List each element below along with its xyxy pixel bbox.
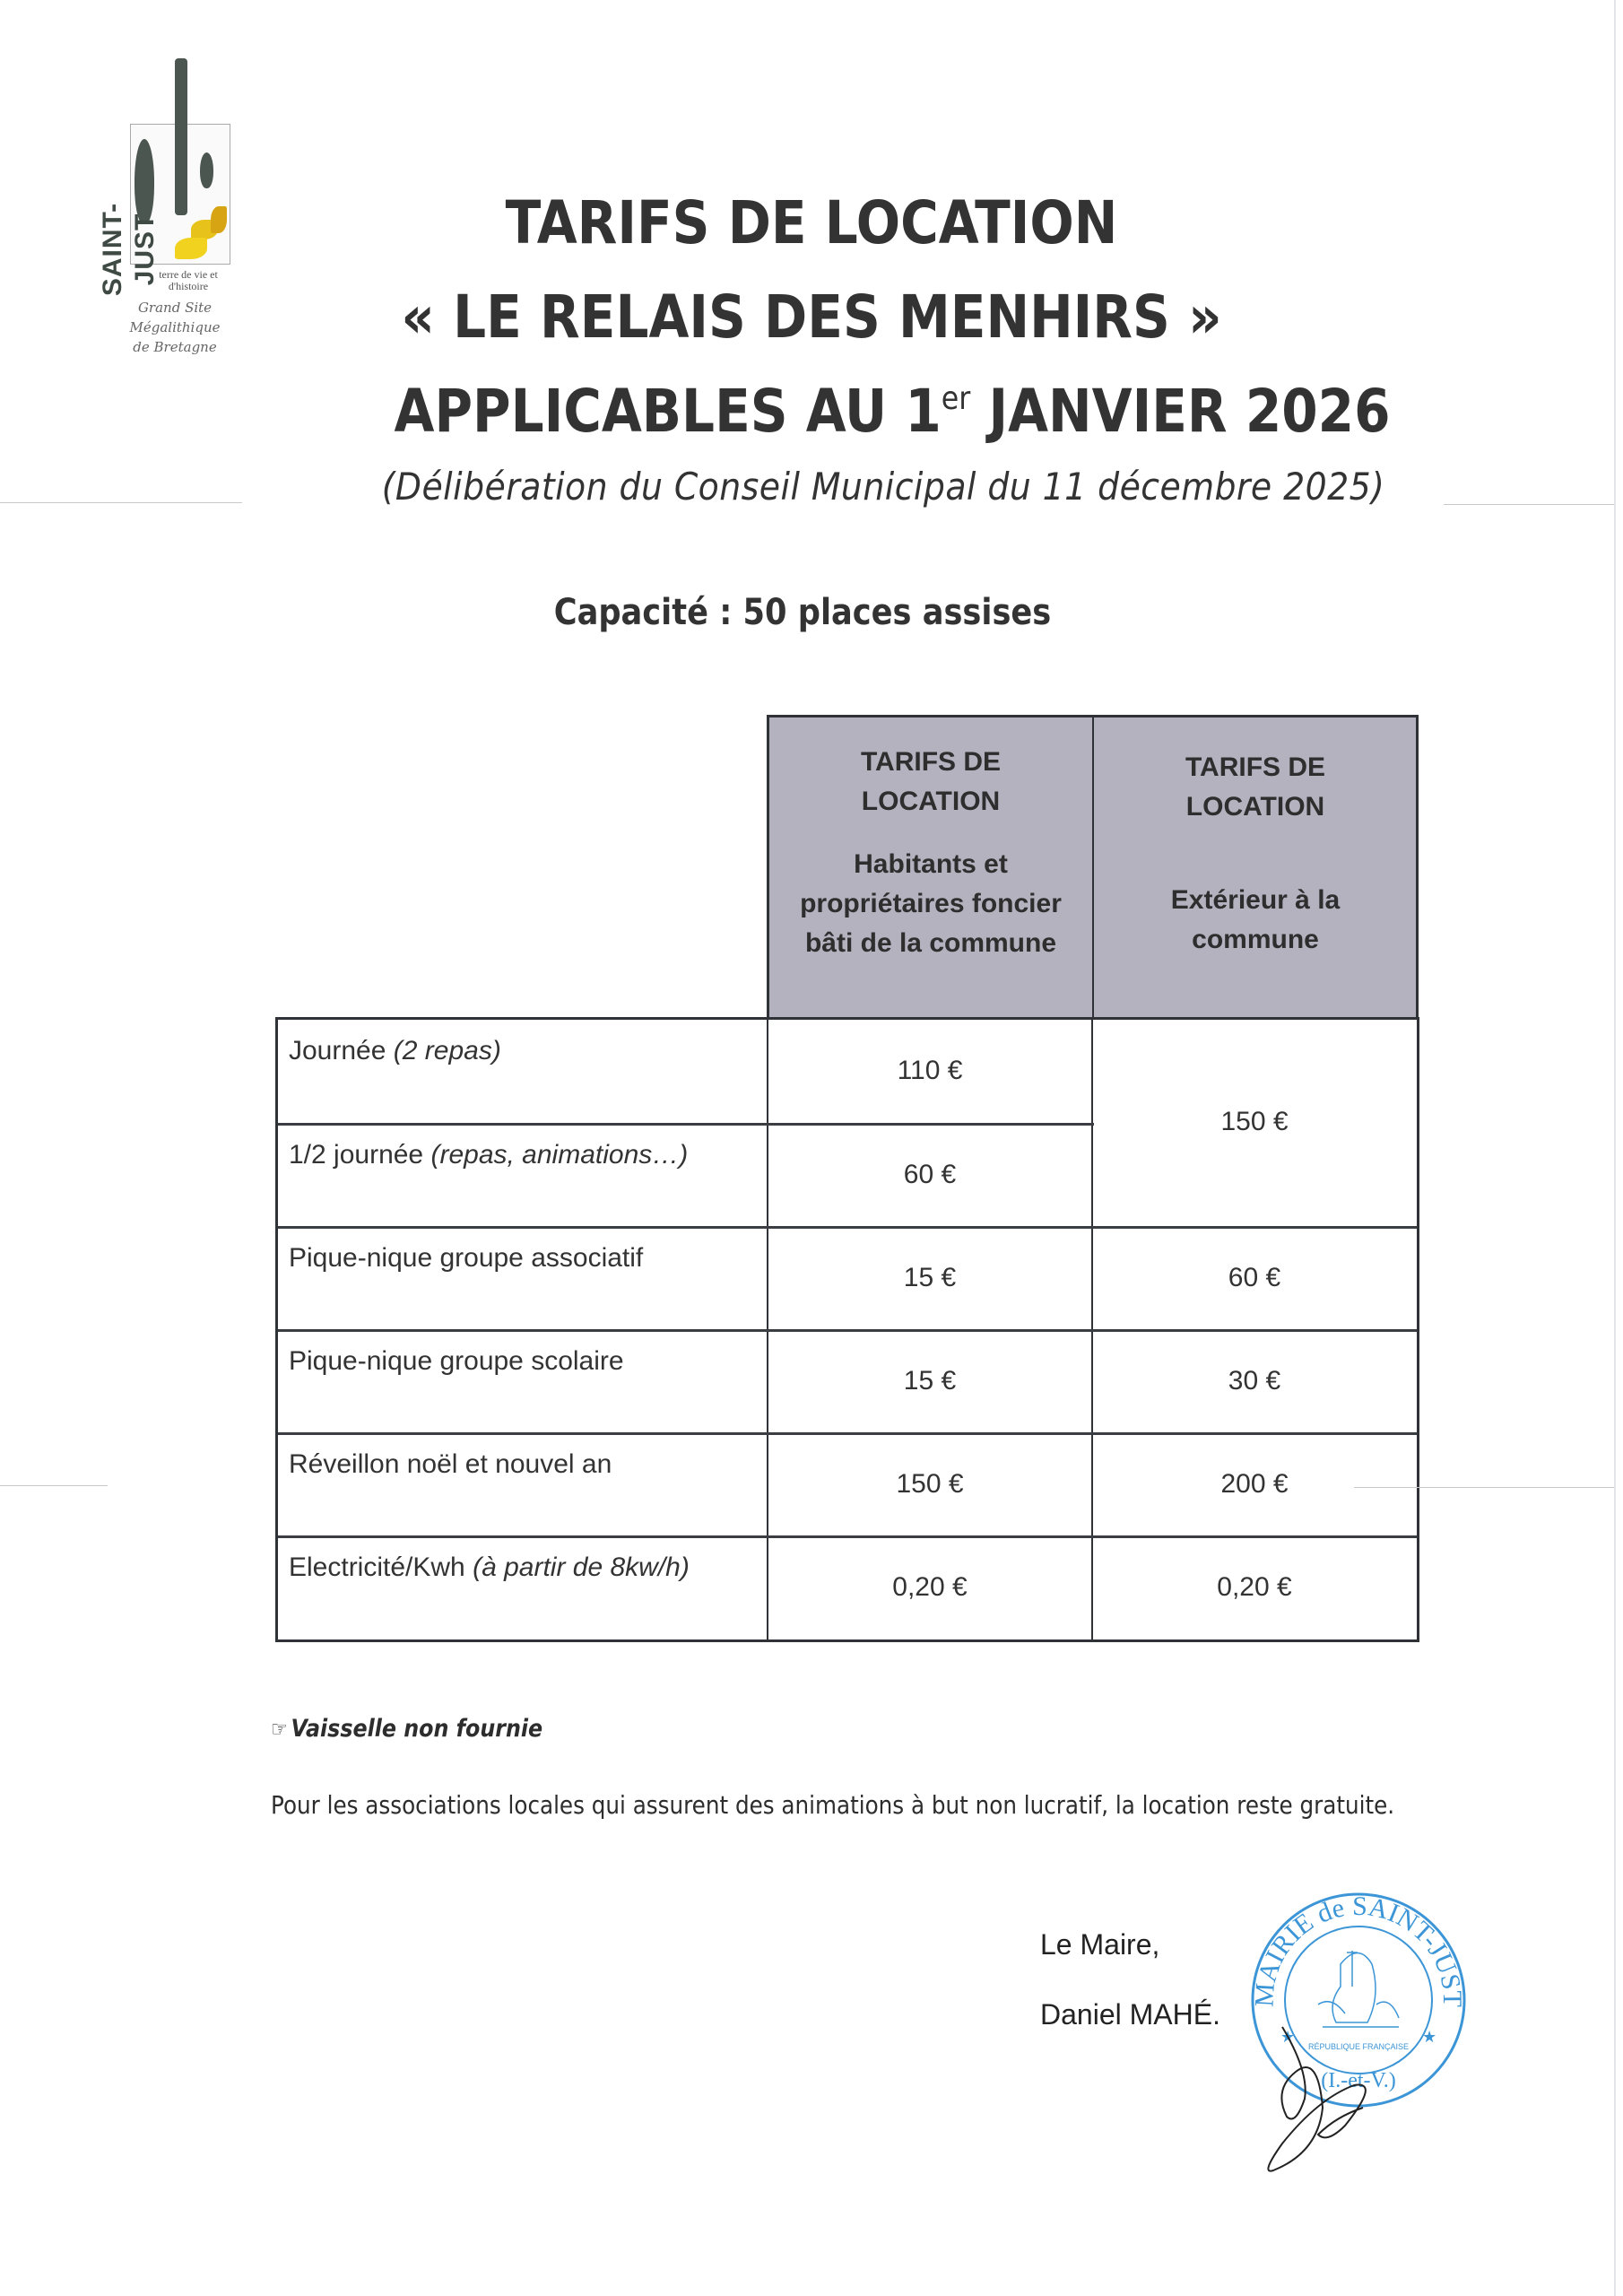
row-label: Réveillon noël et nouvel an <box>289 1449 612 1479</box>
logo-subtitle-line: de Bretagne <box>133 339 217 355</box>
row-label <box>289 1140 688 1170</box>
title-line3-date: JANVIER 2026 <box>970 377 1391 446</box>
page-edge <box>1614 0 1616 2296</box>
price-resident: 110 € <box>897 1056 963 1085</box>
page-title-line2: « LE RELAIS DES MENHIRS » <box>401 283 1222 352</box>
handwritten-signature <box>1255 2018 1399 2179</box>
logo-tagline: terre de vie et d'histoire <box>159 268 218 292</box>
price-resident: 0,20 € <box>892 1572 968 1602</box>
row-label-text: Electricité/Kwh <box>289 1552 465 1582</box>
table-row <box>278 1535 1417 1639</box>
dishes-note-text: Vaisselle non fournie <box>291 1715 543 1743</box>
column-header-subtitle: Extérieur à la commune <box>1170 885 1341 954</box>
deliberation-subtitle: (Délibération du Conseil Municipal du 11 décembre 2025) <box>381 465 1385 509</box>
logo-subtitle-line: Mégalithique <box>129 319 221 335</box>
row-label: Pique-nique groupe scolaire <box>289 1346 624 1376</box>
price-external: 60 € <box>1228 1263 1281 1292</box>
table-row <box>278 1329 1417 1432</box>
column-header-external <box>1094 718 1417 1017</box>
price-resident: 60 € <box>903 1160 957 1189</box>
row-label <box>289 1036 501 1066</box>
column-header-title: TARIFS DE LOCATION <box>860 747 1002 816</box>
row-label-text: 1/2 journée <box>289 1140 424 1170</box>
price-external-merged: 150 € <box>1220 1107 1289 1136</box>
table-body <box>275 1017 1419 1642</box>
title-line3-text: APPLICABLES AU 1 <box>394 377 942 446</box>
dishes-note <box>271 1715 542 1743</box>
hand-pointing-icon: ☞ <box>271 1717 288 1742</box>
row-label-note: (à partir de 8kw/h) <box>473 1552 690 1582</box>
stamp-republique-text: RÉPUBLIQUE FRANÇAISE <box>1307 2042 1410 2051</box>
table-row <box>278 1123 1094 1226</box>
stamp-star-icon: ★ <box>1280 2028 1296 2046</box>
row-label-note: (2 repas) <box>393 1036 501 1065</box>
row-label-note: (repas, animations…) <box>430 1140 689 1170</box>
title-line3-superscript: er <box>941 380 971 417</box>
stamp-marianne-figure <box>1318 1951 1399 2027</box>
scan-artifact-line <box>0 1485 108 1486</box>
table-row <box>278 1432 1417 1535</box>
page-title-line3 <box>178 377 1607 446</box>
logo-name: SAINT-JUST <box>98 202 160 297</box>
column-header-subtitle: Habitants et propriétaires foncier bâti de la commune <box>800 849 1062 958</box>
logo-subtitle-line: Grand Site <box>137 300 213 316</box>
price-resident: 15 € <box>903 1263 957 1292</box>
table-row <box>278 1020 1094 1123</box>
row-label: Pique-nique groupe associatif <box>289 1243 644 1273</box>
column-header-residents <box>769 718 1092 1017</box>
scan-artifact-line <box>1354 1487 1614 1488</box>
price-external: 30 € <box>1228 1366 1281 1396</box>
mayor-name: Daniel MAHÉ. <box>1040 1998 1220 2031</box>
page-title-line1: TARIFS DE LOCATION <box>505 188 1118 257</box>
price-resident: 150 € <box>896 1469 964 1499</box>
capacity-heading: Capacité : 50 places assises <box>553 592 1052 633</box>
logo-menhir-small <box>200 152 213 188</box>
associations-note: Pour les associations locales qui assurent des animations à but non lucratif, la location reste gratuite. <box>271 1790 1395 1820</box>
stamp-bottom-text: (I.-et-V.) <box>1321 2069 1396 2092</box>
row-label-text: Journée <box>289 1036 386 1065</box>
price-external: 0,20 € <box>1217 1572 1292 1602</box>
stamp-top-text: MAIRIE de SAINT-JUST <box>1249 1891 1468 2008</box>
price-external: 200 € <box>1220 1469 1289 1499</box>
price-resident: 15 € <box>903 1366 957 1396</box>
stamp-star-icon: ★ <box>1422 2028 1437 2046</box>
column-header-title: TARIFS DE LOCATION <box>1185 752 1326 822</box>
table-row <box>278 1226 1417 1329</box>
table-header <box>767 715 1419 1020</box>
row-label <box>289 1552 690 1583</box>
mayor-role: Le Maire, <box>1040 1928 1160 1961</box>
